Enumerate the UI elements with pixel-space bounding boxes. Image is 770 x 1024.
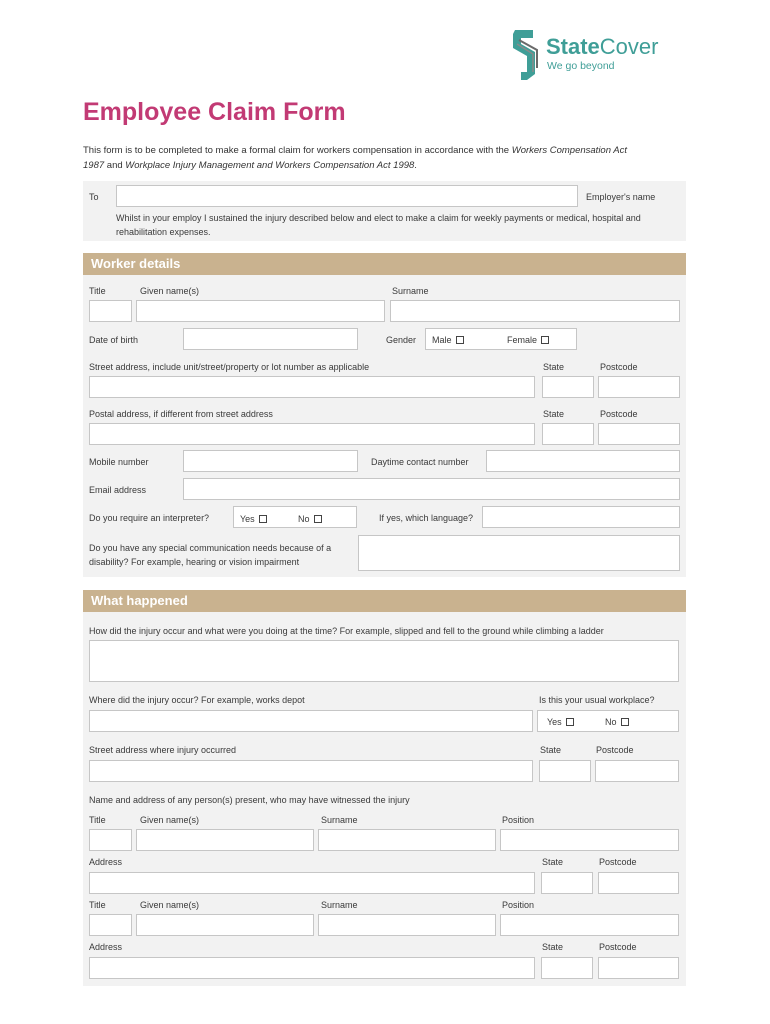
brand-state: State xyxy=(546,34,600,59)
street-address-input[interactable] xyxy=(89,376,535,398)
interpreter-yes-checkbox[interactable] xyxy=(240,514,267,524)
where-input[interactable] xyxy=(89,710,533,732)
postal-address-input[interactable] xyxy=(89,423,535,445)
witness1-title-input[interactable] xyxy=(89,829,132,851)
witness2-postcode-input[interactable] xyxy=(598,957,679,979)
special-needs-input[interactable] xyxy=(358,535,680,571)
mobile-input[interactable] xyxy=(183,450,358,472)
surname-label: Surname xyxy=(321,900,358,910)
to-label: To xyxy=(89,192,99,202)
worker-title-input[interactable] xyxy=(89,300,132,322)
postcode-label: Postcode xyxy=(599,857,637,867)
brand-tagline: We go beyond xyxy=(547,60,615,72)
email-label: Email address xyxy=(89,485,147,495)
state-label: State xyxy=(543,409,565,419)
dob-input[interactable] xyxy=(183,328,358,350)
postcode-label: Postcode xyxy=(600,409,638,419)
statecover-s-icon xyxy=(507,28,547,82)
yes-label: Yes xyxy=(547,717,562,727)
street-injury-label: Street address where injury occurred xyxy=(89,745,237,755)
worker-given-names-input[interactable] xyxy=(136,300,385,322)
language-label: If yes, which language? xyxy=(379,513,474,523)
intro-act1: Workers Compensation Act 1987 xyxy=(83,145,628,171)
given-names-label: Given name(s) xyxy=(140,815,200,825)
intro-text: This form is to be completed to make a formal claim for workers compensation in accordance with the xyxy=(83,145,512,156)
checkbox-icon xyxy=(314,515,322,523)
interpreter-no-checkbox[interactable] xyxy=(298,514,322,524)
street-injury-input[interactable] xyxy=(89,760,533,782)
gender-female-checkbox[interactable] xyxy=(507,335,549,345)
witness2-state-input[interactable] xyxy=(541,957,593,979)
daytime-label: Daytime contact number xyxy=(371,457,469,467)
employer-name-label: Employer's name xyxy=(586,192,656,202)
checkbox-icon xyxy=(566,718,574,726)
postcode-label: Postcode xyxy=(596,745,634,755)
witness1-given-names-input[interactable] xyxy=(136,829,314,851)
gender-male-checkbox[interactable] xyxy=(432,335,464,345)
witness1-position-input[interactable] xyxy=(500,829,679,851)
checkbox-icon xyxy=(456,336,464,344)
female-label: Female xyxy=(507,335,538,345)
witness-intro: Name and address of any person(s) present, who may have witnessed the injury xyxy=(89,795,410,805)
witness1-postcode-input[interactable] xyxy=(598,872,679,894)
checkbox-icon xyxy=(541,336,549,344)
title-label: Title xyxy=(89,815,106,825)
yes-label: Yes xyxy=(240,514,255,524)
language-input[interactable] xyxy=(482,506,680,528)
intro-end: . xyxy=(414,160,417,171)
checkbox-icon xyxy=(621,718,629,726)
witness2-position-input[interactable] xyxy=(500,914,679,936)
position-label: Position xyxy=(502,900,535,910)
checkbox-icon xyxy=(259,515,267,523)
postal-address-label: Postal address, if different from street address xyxy=(89,409,273,419)
witness2-surname-input[interactable] xyxy=(318,914,496,936)
employer-name-input[interactable] xyxy=(116,185,578,207)
interpreter-label: Do you require an interpreter? xyxy=(89,513,210,523)
street-state-input[interactable] xyxy=(542,376,594,398)
state-label: State xyxy=(542,942,564,952)
address-label: Address xyxy=(89,857,123,867)
postal-state-input[interactable] xyxy=(542,423,594,445)
where-label: Where did the injury occur? For example, works depot xyxy=(89,695,305,705)
witness2-given-names-input[interactable] xyxy=(136,914,314,936)
male-label: Male xyxy=(432,335,452,345)
worker-details-heading: Worker details xyxy=(83,253,686,275)
title-label: Title xyxy=(89,900,106,910)
email-input[interactable] xyxy=(183,478,680,500)
postcode-label: Postcode xyxy=(600,362,638,372)
title-label: Title xyxy=(89,286,106,296)
daytime-input[interactable] xyxy=(486,450,680,472)
worker-surname-input[interactable] xyxy=(390,300,680,322)
surname-label: Surname xyxy=(321,815,358,825)
intro-and: and xyxy=(104,160,126,171)
page-title: Employee Claim Form xyxy=(83,98,346,126)
usual-no-checkbox[interactable] xyxy=(605,717,629,727)
what-happened-heading: What happened xyxy=(83,590,686,612)
witness1-surname-input[interactable] xyxy=(318,829,496,851)
how-input[interactable] xyxy=(89,640,679,682)
dob-label: Date of birth xyxy=(89,335,139,345)
state-label: State xyxy=(543,362,565,372)
surname-label: Surname xyxy=(392,286,429,296)
no-label: No xyxy=(298,514,310,524)
intro-paragraph xyxy=(83,143,643,173)
injury-state-input[interactable] xyxy=(539,760,591,782)
state-label: State xyxy=(540,745,562,755)
state-label: State xyxy=(542,857,564,867)
claim-statement: Whilst in your employ I sustained the injury described below and elect to make a claim for weekly payments or medical, hospital and rehabilitation expenses. xyxy=(116,213,641,237)
witness1-address-input[interactable] xyxy=(89,872,535,894)
street-address-label: Street address, include unit/street/property or lot number as applicable xyxy=(89,362,370,372)
street-postcode-input[interactable] xyxy=(598,376,680,398)
postal-postcode-input[interactable] xyxy=(598,423,680,445)
given-names-label: Given name(s) xyxy=(140,900,200,910)
usual-yes-checkbox[interactable] xyxy=(547,717,574,727)
no-label: No xyxy=(605,717,617,727)
special-needs-label: Do you have any special communication needs because of a disability? For example, hearing or vision impairment xyxy=(89,543,332,567)
given-names-label: Given name(s) xyxy=(140,286,200,296)
brand-cover: Cover xyxy=(599,34,659,59)
witness1-state-input[interactable] xyxy=(541,872,593,894)
injury-postcode-input[interactable] xyxy=(595,760,679,782)
mobile-label: Mobile number xyxy=(89,457,149,467)
gender-label: Gender xyxy=(386,335,417,345)
position-label: Position xyxy=(502,815,535,825)
intro-act2: Workplace Injury Management and Workers Compensation Act 1998 xyxy=(125,160,415,171)
usual-workplace-label: Is this your usual workplace? xyxy=(539,695,655,705)
witness2-title-input[interactable] xyxy=(89,914,132,936)
how-label: How did the injury occur and what were you doing at the time? For example, slipped and fell to the ground while climbing a ladder xyxy=(89,626,604,636)
address-label: Address xyxy=(89,942,123,952)
witness2-address-input[interactable] xyxy=(89,957,535,979)
postcode-label: Postcode xyxy=(599,942,637,952)
